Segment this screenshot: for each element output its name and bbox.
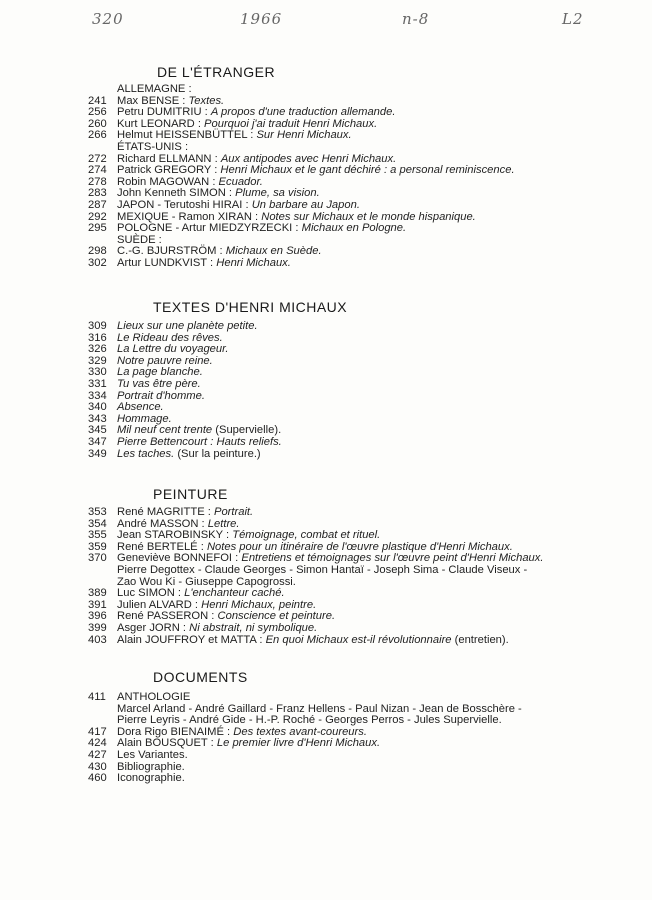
entry-title: Entretiens et témoignages sur l'œuvre peint d'Henri Michaux.	[241, 552, 544, 565]
entry-title: Des textes avant-coureurs.	[233, 725, 367, 738]
entry-title: Henri Michaux, peintre.	[201, 598, 317, 611]
entry-author: Julien ALVARD :	[117, 598, 199, 611]
entry-title: Henri Michaux.	[216, 256, 291, 269]
entry-title: Portrait.	[213, 506, 254, 518]
page-number: 292	[88, 210, 107, 223]
page-number: 403	[88, 633, 107, 646]
handwritten-note-code: L2	[562, 10, 584, 28]
page-number	[88, 84, 117, 96]
entry-author: ALLEMAGNE :	[117, 83, 192, 95]
page-number: 295	[88, 222, 107, 235]
page-number: 343	[88, 412, 107, 425]
page-number: 278	[88, 175, 107, 188]
entry-contributors: Zao Wou Ki - Giuseppe Capogrossi.	[117, 575, 296, 588]
entry-author: MEXIQUE - Ramon XIRAN :	[117, 210, 259, 223]
entry-title: Hommage.	[117, 412, 172, 425]
entry-contributors: Marcel Arland - André Gaillard - Franz Hellens - Paul Nizan - Jean de Bosschère -	[117, 702, 522, 715]
section-entries	[88, 692, 628, 785]
entry-title: Lieux sur une planète petite.	[117, 320, 258, 332]
toc-entry	[88, 692, 628, 704]
section-title: PEINTURE	[153, 486, 228, 502]
entry-author: Alain BOUSQUET :	[117, 737, 214, 750]
entry-title: Notes sur Michaux et le monde hispanique.	[261, 210, 476, 223]
entry-title: Absence.	[117, 401, 164, 414]
entry-author: Helmut HEISSENBÜTTEL :	[117, 129, 254, 142]
page-number	[88, 142, 117, 154]
entry-author: Dora Rigo BIENAIMÉ :	[117, 725, 231, 738]
entry-title: Mil neuf cent trente	[117, 424, 213, 437]
section-entries	[88, 507, 628, 646]
page-number: 399	[88, 621, 107, 634]
entry-note: (entretien).	[451, 633, 509, 646]
entry-title: Témoignage, combat et rituel.	[232, 529, 381, 542]
page-number: 316	[88, 331, 107, 344]
entry-author: Petru DUMITRIU :	[117, 106, 208, 119]
page-number: 389	[88, 587, 107, 600]
page-number: 329	[88, 354, 107, 367]
entry-title: Ecuador.	[218, 175, 263, 188]
page-number: 302	[88, 256, 107, 269]
page-number: 256	[88, 106, 107, 119]
page-number: 266	[88, 129, 107, 142]
entry-title: L'enchanteur caché.	[184, 587, 285, 600]
page-number: 359	[88, 540, 107, 553]
entry-author: Iconographie.	[117, 772, 185, 785]
page-number: 283	[88, 187, 107, 200]
entry-title: La Lettre du voyageur.	[117, 343, 229, 356]
entry-title: Aux antipodes avec Henri Michaux.	[220, 152, 397, 165]
toc-entry	[88, 391, 628, 403]
entry-title: Conscience et peinture.	[217, 610, 336, 623]
entry-author: Artur LUNDKVIST :	[117, 256, 214, 269]
entry-title: Un barbare au Japon.	[251, 198, 360, 211]
page-number: 417	[88, 725, 107, 738]
entry-author: C.-G. BJURSTRÖM :	[117, 245, 223, 258]
toc-entry	[88, 773, 628, 785]
entry-author: Robin MAGOWAN :	[117, 175, 216, 188]
section-entries	[88, 84, 628, 270]
toc-entry	[88, 635, 628, 647]
entry-title: Plume, sa vision.	[235, 187, 320, 200]
entry-author: John Kenneth SIMON :	[117, 187, 233, 200]
page-number: 391	[88, 598, 107, 611]
page-number: 287	[88, 198, 107, 211]
entry-title: Pourquoi j'ai traduit Henri Michaux.	[204, 117, 378, 130]
entry-title: A propos d'une traduction allemande.	[210, 106, 396, 119]
entry-title: Le Rideau des rêves.	[117, 331, 223, 344]
page-number: 309	[88, 320, 107, 332]
entry-author: René PASSERON :	[117, 610, 215, 623]
entry-title: Le premier livre d'Henri Michaux.	[216, 737, 381, 750]
page-number: 274	[88, 164, 107, 177]
page-number: 370	[88, 552, 107, 565]
entry-author: SUÈDE :	[117, 233, 162, 246]
entry-author: JAPON - Terutoshi HIRAI :	[117, 198, 249, 211]
entry-author: Alain JOUFFROY et MATTA :	[117, 633, 263, 646]
page-number: 396	[88, 610, 107, 623]
page-number: 330	[88, 366, 107, 379]
entry-contributors: Pierre Degottex - Claude Georges - Simon Hantaï - Joseph Sima - Claude Viseux -	[117, 563, 528, 576]
entry-title: Notre pauvre reine.	[117, 354, 213, 367]
entry-contributors: Pierre Leyris - André Gide - H.-P. Roché - Georges Perros - Jules Supervielle.	[117, 714, 502, 727]
entry-author: Max BENSE :	[117, 94, 186, 107]
section-title: TEXTES D'HENRI MICHAUX	[153, 299, 348, 315]
entry-author: André MASSON :	[117, 517, 205, 530]
entry-author: Bibliographie.	[117, 760, 185, 773]
entry-title: Textes.	[188, 94, 225, 107]
page-number: 424	[88, 737, 107, 750]
entry-author: Luc SIMON :	[117, 587, 182, 600]
page-number: 298	[88, 245, 107, 258]
page-number: 326	[88, 343, 107, 356]
entry-title: Portrait d'homme.	[117, 389, 205, 402]
entry-title: Ni abstrait, ni symbolique.	[189, 621, 318, 634]
entry-author: Richard ELLMANN :	[117, 152, 218, 165]
page-number: 334	[88, 389, 107, 402]
page-number: 272	[88, 152, 107, 165]
page-number: 430	[88, 760, 107, 773]
entry-title: Henri Michaux et le gant déchiré : a personal reminiscence.	[220, 164, 515, 177]
page-number: 345	[88, 424, 107, 437]
entry-author: Les Variantes.	[117, 748, 188, 761]
page-number: 340	[88, 401, 107, 414]
section-entries	[88, 321, 628, 460]
entry-author: ÉTATS-UNIS :	[117, 140, 189, 153]
entry-title: Tu vas être père.	[117, 377, 201, 390]
entry-author: René BERTELÉ :	[117, 540, 204, 553]
section-title: DOCUMENTS	[153, 669, 248, 685]
page-number: 347	[88, 435, 107, 448]
entry-title: Michaux en Pologne.	[301, 222, 407, 235]
page-number: 260	[88, 117, 107, 130]
entry-author: POLOGNE - Artur MIEDZYRZECKI :	[117, 222, 299, 235]
entry-title: Pierre Bettencourt : Hauts reliefs.	[117, 435, 282, 448]
page-number: 411	[88, 691, 106, 703]
page-number: 353	[88, 506, 107, 518]
entry-author: Geneviève BONNEFOI :	[117, 552, 239, 565]
entry-title: Lettre.	[207, 517, 240, 530]
handwritten-note-issue: n-8	[402, 10, 430, 28]
entry-title: En quoi Michaux est-il révolutionnaire	[265, 633, 452, 646]
entry-title: Notes pour un itinéraire de l'œuvre plastique d'Henri Michaux.	[206, 540, 513, 553]
page-number: 349	[88, 447, 107, 460]
entry-title: Michaux en Suède.	[225, 245, 322, 258]
page-number: 331	[88, 377, 107, 390]
entry-title: Les taches.	[117, 447, 175, 460]
entry-author: Asger JORN :	[117, 621, 187, 634]
entry-title: La page blanche.	[117, 366, 203, 379]
handwritten-note-year: 1966	[240, 10, 283, 28]
entry-author: Kurt LEONARD :	[117, 117, 201, 130]
page-number: 241	[88, 94, 107, 107]
page-number: 427	[88, 748, 107, 761]
entry-author: Jean STAROBINSKY :	[117, 529, 230, 542]
toc-entry	[88, 223, 628, 235]
page-number: 355	[88, 529, 107, 542]
toc-entry	[88, 258, 628, 270]
toc-entry	[88, 449, 628, 461]
entry-author: Patrick GREGORY :	[117, 164, 218, 177]
page-number: 354	[88, 517, 107, 530]
entry-title: Sur Henri Michaux.	[256, 129, 352, 142]
entry-note: (Sur la peinture.)	[174, 447, 261, 460]
entry-note: (Supervielle).	[212, 424, 282, 437]
entry-author: René MAGRITTE :	[117, 506, 211, 518]
section-title: DE L'ÉTRANGER	[157, 64, 276, 80]
handwritten-note-page: 320	[92, 10, 124, 28]
page-number: 460	[88, 772, 107, 785]
entry-author: ANTHOLOGIE	[117, 691, 191, 703]
